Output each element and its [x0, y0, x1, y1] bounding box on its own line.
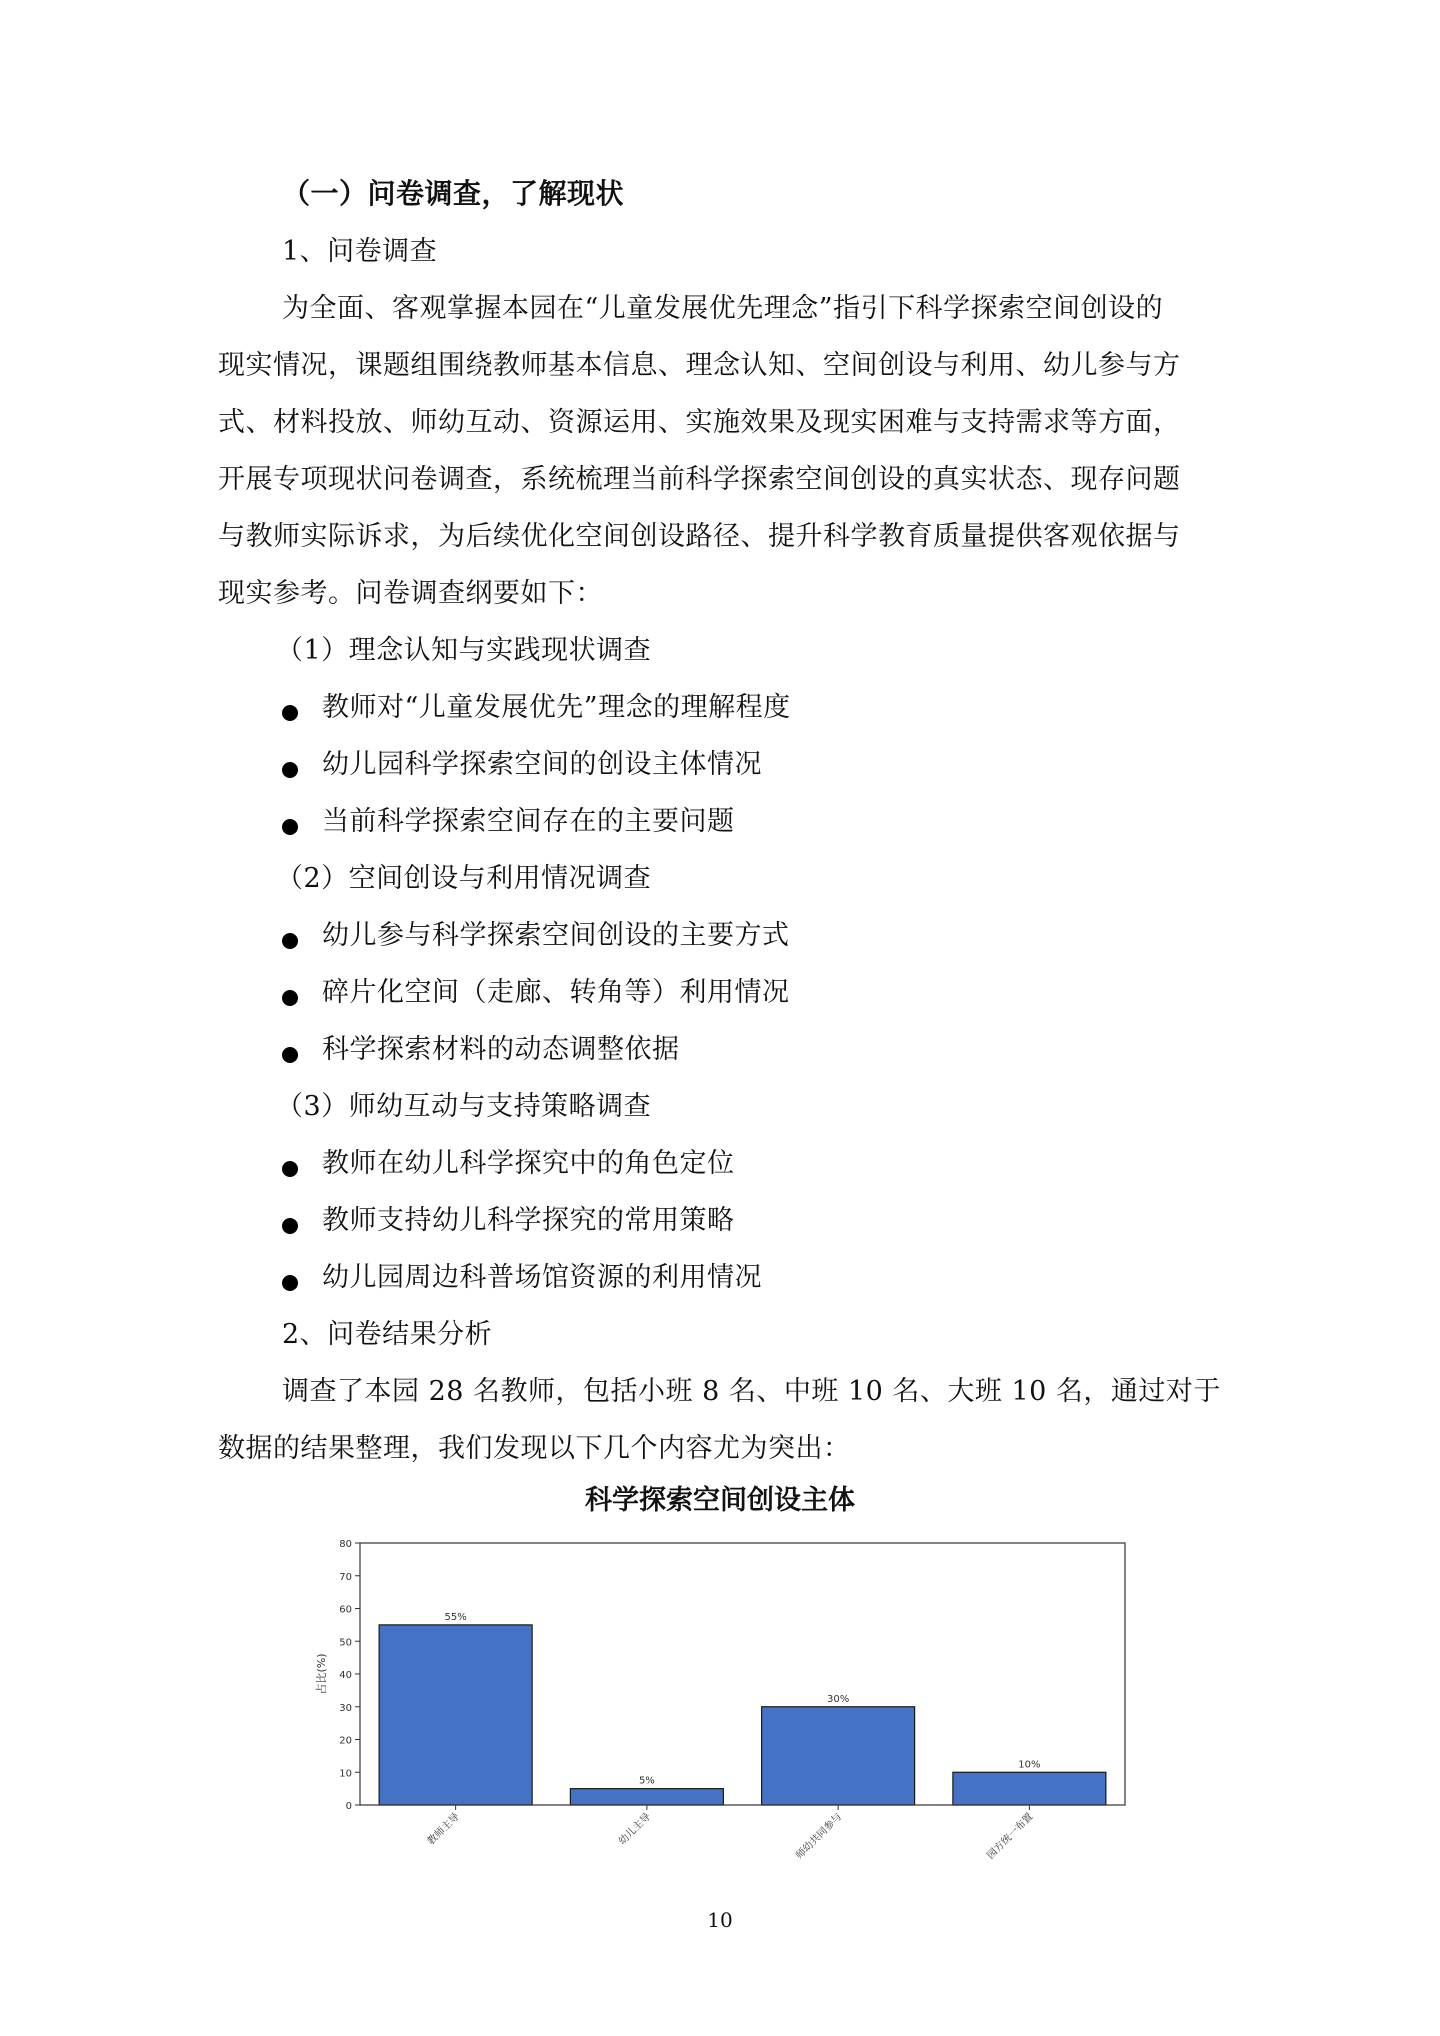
y-tick-label: 50: [339, 1637, 352, 1649]
bullet-dot: [282, 990, 298, 1006]
bullet-dot: [282, 762, 298, 778]
bar-value-label: 10%: [1018, 1759, 1041, 1771]
bar: [953, 1772, 1106, 1805]
chart-title: 科学探索空间创设主体: [585, 1485, 855, 1516]
paragraph-line: 与教师实际诉求，为后续优化空间创设路径、提升科学教育质量提供客观依据与: [218, 521, 1181, 552]
page-number: 10: [707, 1908, 733, 1932]
group-title: （2）空间创设与利用情况调查: [276, 863, 652, 894]
group-title: （1）理念认知与实践现状调查: [276, 635, 652, 666]
group-title: （3）师幼互动与支持策略调查: [276, 1091, 652, 1122]
bullet-dot: [282, 1047, 298, 1063]
y-tick-label: 0: [345, 1801, 352, 1812]
bullet-dot: [282, 1218, 298, 1234]
bullet-dot: [282, 1275, 298, 1291]
section-heading: （一）问卷调查，了解现状: [282, 177, 625, 210]
bullet-item: 教师对“儿童发展优先”理念的理解程度: [322, 692, 791, 723]
x-tick-label: 师幼共同参与: [794, 1811, 845, 1862]
paragraph-line: 数据的结果整理，我们发现以下几个内容尤为突出：: [218, 1433, 851, 1464]
x-tick-label: 教师主导: [425, 1811, 462, 1848]
bar: [762, 1707, 915, 1805]
bullet-dot: [282, 819, 298, 835]
bar-chart: [300, 1530, 1140, 1880]
x-tick-label: 幼儿主导: [616, 1811, 653, 1848]
bullet-item: 幼儿园周边科普场馆资源的利用情况: [322, 1262, 762, 1293]
bar-value-label: 30%: [827, 1693, 850, 1705]
y-tick-label: 40: [339, 1670, 352, 1681]
y-axis-label: 占比(%): [315, 1653, 328, 1695]
paragraph-line: 式、材料投放、师幼互动、资源运用、实施效果及现实困难与支持需求等方面，: [218, 407, 1181, 438]
y-tick-label: 70: [339, 1571, 352, 1583]
y-tick-label: 80: [339, 1539, 352, 1550]
y-tick-label: 30: [339, 1702, 352, 1714]
bullet-dot: [282, 1161, 298, 1177]
subheading-analysis: 2、问卷结果分析: [282, 1319, 493, 1350]
paragraph-line: 现实参考。问卷调查纲要如下：: [218, 578, 603, 609]
bullet-item: 幼儿园科学探索空间的创设主体情况: [322, 749, 762, 780]
bar: [379, 1625, 532, 1805]
paragraph-line: 调查了本园 28 名教师，包括小班 8 名、中班 10 名、大班 10 名，通过对于: [282, 1376, 1221, 1407]
bullet-dot: [282, 705, 298, 721]
bullet-item: 教师支持幼儿科学探究的常用策略: [322, 1205, 735, 1236]
paragraph-line: 开展专项现状问卷调查，系统梳理当前科学探索空间创设的真实状态、现存问题: [218, 464, 1181, 495]
bullet-item: 碎片化空间（走廊、转角等）利用情况: [322, 977, 790, 1008]
x-tick-label: 园方统一布置: [985, 1811, 1036, 1862]
bar: [570, 1789, 723, 1805]
bullet-dot: [282, 933, 298, 949]
paragraph-line: 为全面、客观掌握本园在“儿童发展优先理念”指引下科学探索空间创设的: [282, 293, 1164, 324]
y-tick-label: 20: [339, 1735, 352, 1747]
subheading-questionnaire: 1、问卷调查: [282, 236, 438, 267]
bar-value-label: 55%: [444, 1611, 467, 1623]
bullet-item: 幼儿参与科学探索空间创设的主要方式: [322, 920, 790, 951]
y-tick-label: 10: [339, 1768, 352, 1780]
y-tick-label: 60: [339, 1604, 352, 1616]
bullet-item: 当前科学探索空间存在的主要问题: [322, 806, 735, 837]
paragraph-line: 现实情况，课题组围绕教师基本信息、理念认知、空间创设与利用、幼儿参与方: [218, 350, 1181, 381]
bullet-item: 科学探索材料的动态调整依据: [322, 1034, 680, 1065]
bar-value-label: 5%: [638, 1775, 655, 1787]
bullet-item: 教师在幼儿科学探究中的角色定位: [322, 1148, 735, 1179]
